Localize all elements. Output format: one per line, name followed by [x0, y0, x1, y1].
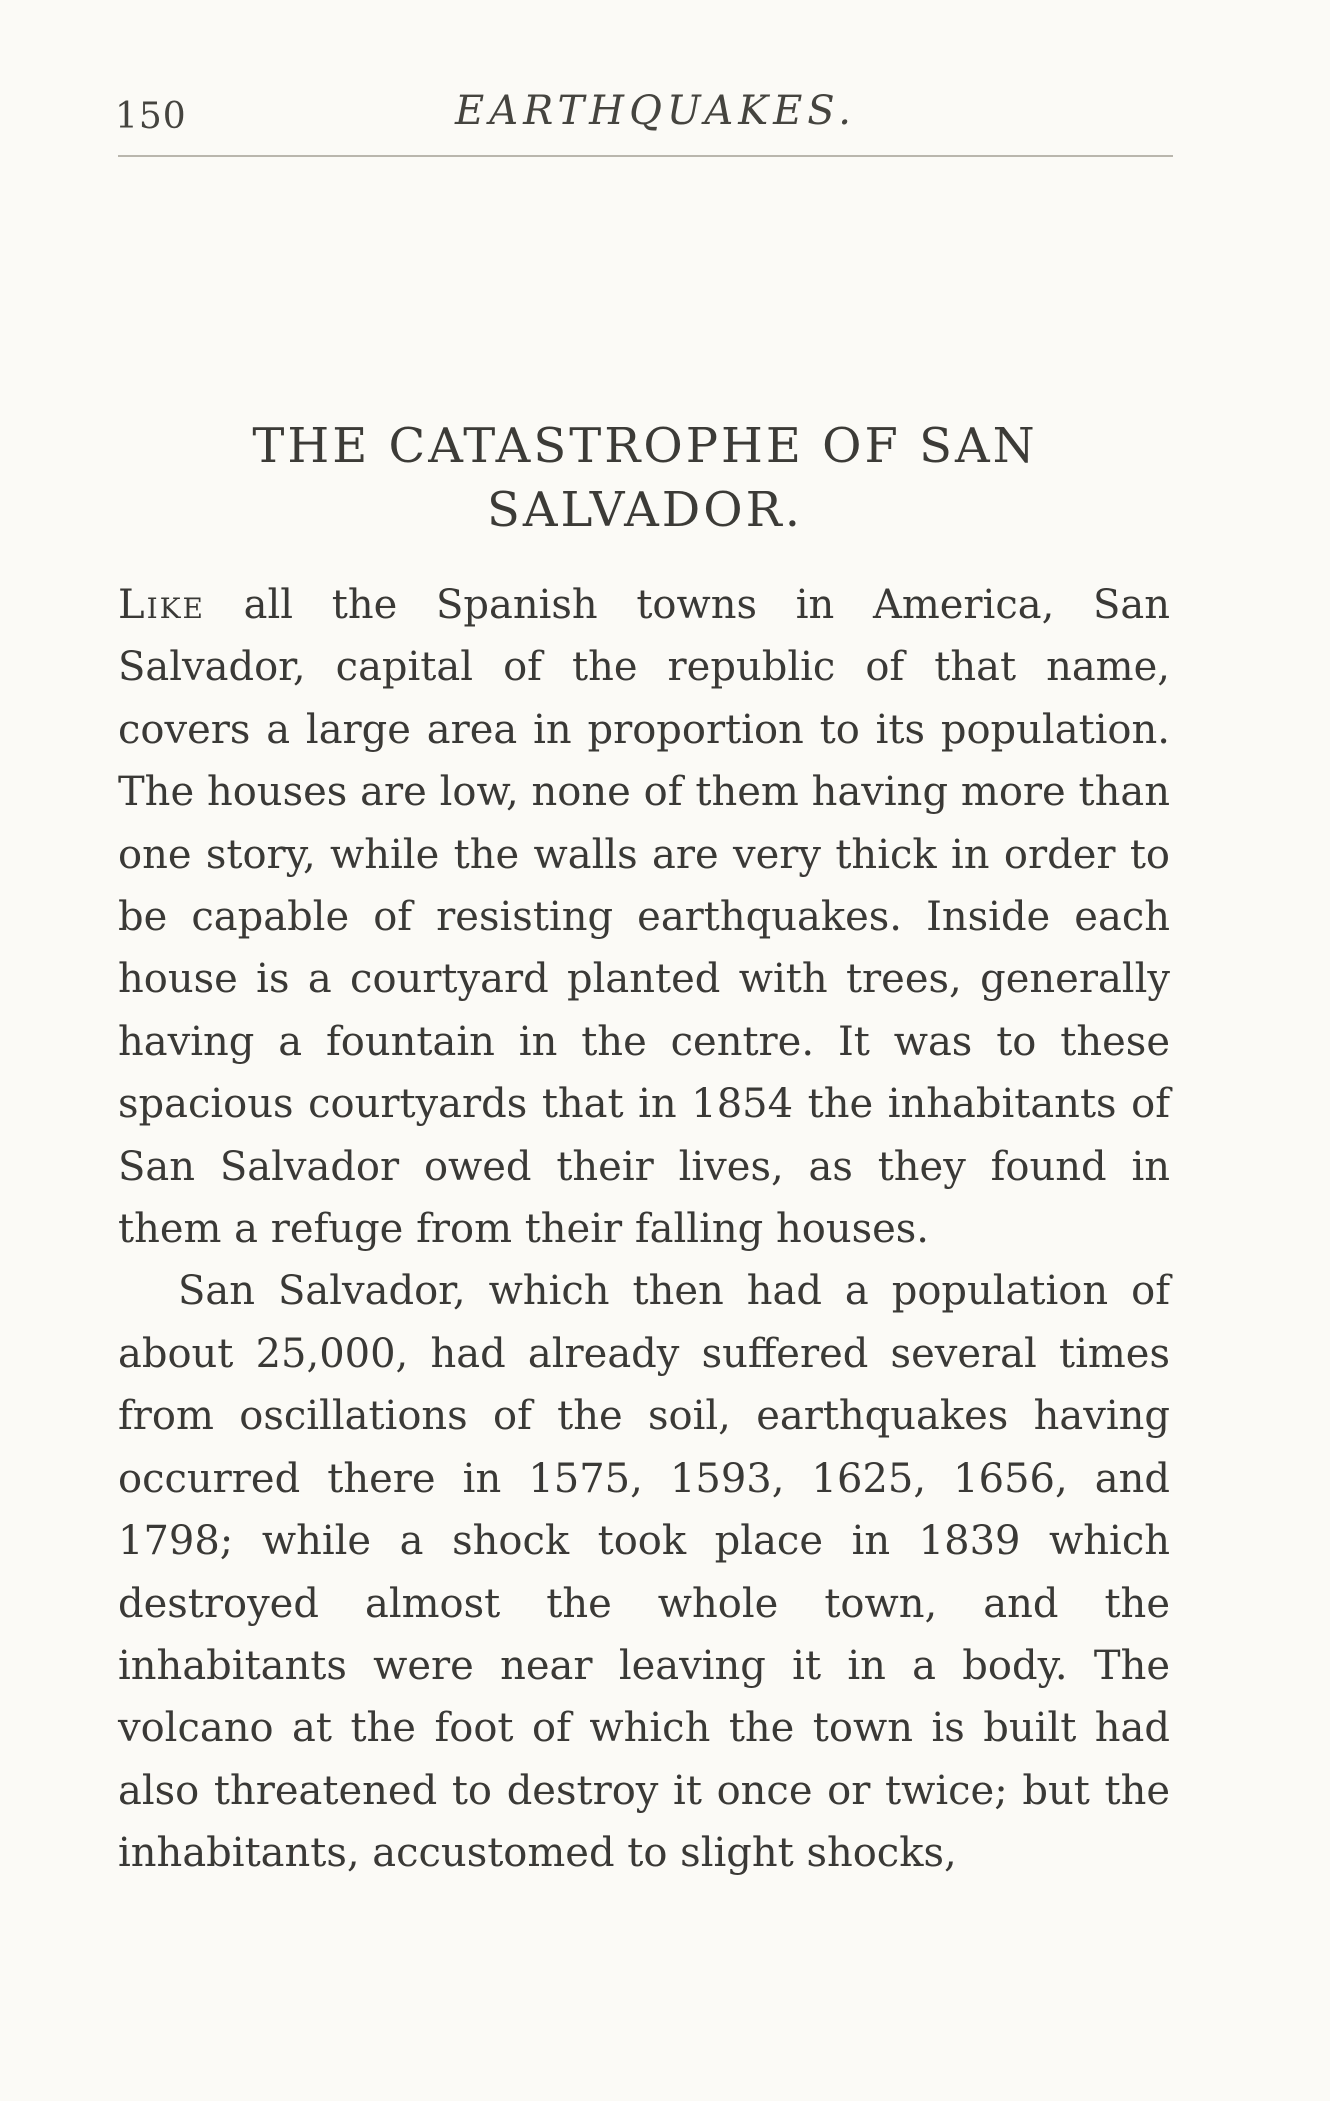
chapter-title: THE CATASTROPHE OF SAN SALVADOR.: [252, 418, 1038, 538]
paragraph-lead-word: Like: [118, 582, 205, 628]
paragraph-1-text: all the Spanish towns in America, San Salvador, capital of the republic of that name, covers a large area in proportion to its population. The houses are low, none of them having more than one story, while the walls are very thick in order to be capable of resisting earthquakes. Inside each house is a courtyard planted with trees, generally having a fountain in the centre. It was to these spacious courtyards that in 1854 the inhabitants of San Salvador owed their lives, as they found in them a refuge from their falling houses.: [118, 582, 1170, 1253]
running-title: EARTHQUAKES.: [455, 88, 856, 134]
body-text: [118, 574, 1170, 1885]
page-number: 150: [115, 96, 187, 137]
paragraph-1: [118, 574, 1170, 1260]
paragraph-2: San Salvador, which then had a population of about 25,000, had already suffered several times from oscillations of the soil, earthquakes having occurred there in 1575, 1593, 1625, 1656, and 1798; while a shock took place in 1839 which destroyed almost the whole town, and the inhabitants were near leaving it in a body. The volcano at the foot of which the town is built had also threatened to destroy it once or twice; but the inhabitants, accustomed to slight shocks,: [118, 1268, 1170, 1877]
header-rule: [118, 155, 1173, 157]
running-head: [115, 88, 1175, 148]
